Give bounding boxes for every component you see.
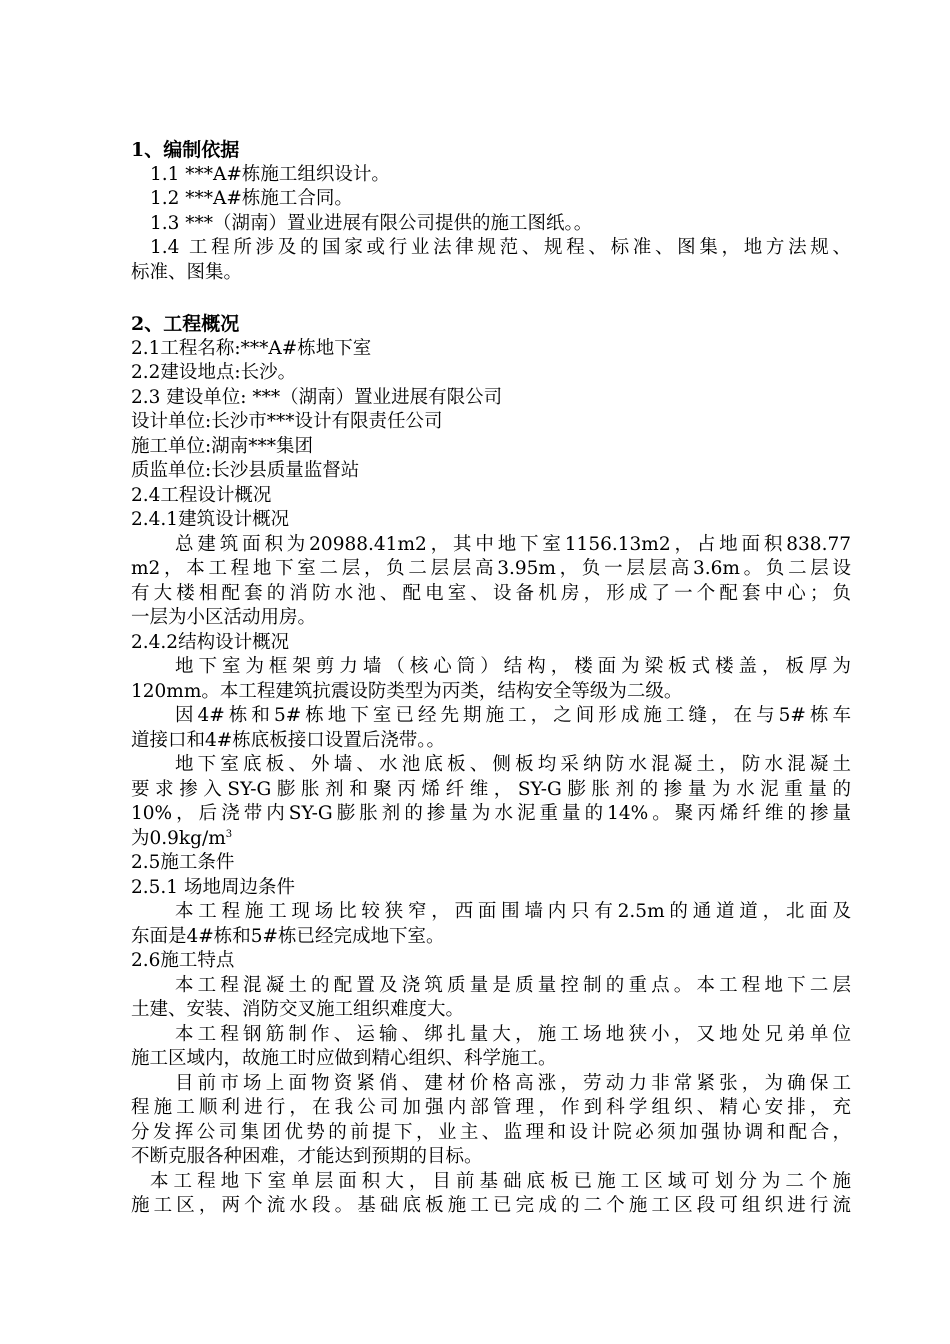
paragraph-line: 1.1 ***A#栋施工组织设计。 <box>150 163 390 185</box>
paragraph-line: 本工程混凝土的配置及浇筑质量是质量控制的重点。本工程地下二层 <box>175 974 851 996</box>
paragraph-line: 程施工顺利进行，在我公司加强内部管理，作到科学组织、精心安排，充 <box>131 1097 851 1118</box>
paragraph-line: 土建、安装、消防交叉施工组织难度大。 <box>131 999 465 1020</box>
paragraph-line: 本工程施工现场比较狭窄，西面围墙内只有2.5m的通道道，北面及 <box>175 901 851 922</box>
paragraph-line: 1.4 工程所涉及的国家或行业法律规范、规程、标准、图集，地方法规、 <box>150 237 851 258</box>
paragraph-line: 目前市场上面物资紧俏、建材价格高涨，劳动力非常紧张，为确保工 <box>175 1072 851 1094</box>
paragraph-line: 2.5施工条件 <box>131 852 235 873</box>
paragraph-line: 2.6施工特点 <box>131 950 235 971</box>
paragraph-line: 1.3 ***（湖南）置业进展有限公司提供的施工图纸。。 <box>150 212 593 234</box>
paragraph-line <box>131 827 851 852</box>
paragraph-line: 有大楼相配套的消防水池、配电室、设备机房，形成了一个配套中心；负 <box>131 582 851 604</box>
paragraph-line: 因4#栋和5#栋地下室已经先期施工，之间形成施工缝，在与5#栋车 <box>175 705 851 726</box>
paragraph-line: 10%，后浇带内SY-G膨胀剂的掺量为水泥重量的14%。聚丙烯纤维的掺量 <box>131 803 851 824</box>
paragraph-line: 分发挥公司集团优势的前提下，业主、监理和设计院必须加强协调和配合， <box>131 1121 851 1143</box>
paragraph-line: 2.4工程设计概况 <box>131 484 272 506</box>
paragraph-line: m2，本工程地下室二层，负二层层高3.95m，负一层层高3.6m。负二层设 <box>131 558 851 579</box>
paragraph-line: 本工程钢筋制作、运输、绑扎量大，施工场地狭小，又地处兄弟单位 <box>175 1023 851 1045</box>
paragraph-line: 2.5.1 场地周边条件 <box>131 876 295 898</box>
paragraph-line: 2.2建设地点:长沙。 <box>131 362 297 383</box>
paragraph-line: 地下室为框架剪力墙（核心筒）结构，楼面为梁板式楼盖，板厚为 <box>175 656 851 677</box>
paragraph-line: 施工区，两个流水段。基础底板施工已完成的二个施工区段可组织进行流 <box>131 1195 851 1216</box>
paragraph-line: 不断克服各种困难，才能达到预期的目标。 <box>131 1146 483 1167</box>
paragraph-line: 施工单位:湖南***集团 <box>131 435 313 457</box>
paragraph-line: 2.1工程名称:***A#栋地下室 <box>131 337 372 359</box>
section-gap <box>131 285 851 312</box>
paragraph-line: 设计单位:长沙市***设计有限责任公司 <box>131 411 443 432</box>
paragraph-line: 2.4.1建筑设计概况 <box>131 509 290 530</box>
paragraph-line: 2.4.2结构设计概况 <box>131 631 290 653</box>
paragraph-line: 要求掺入SY-G膨胀剂和聚丙烯纤维，SY-G膨胀剂的掺量为水泥重量的 <box>131 778 851 800</box>
unit-text: 为0.9kg/m <box>131 827 226 849</box>
paragraph-line: 一层为小区活动用房。 <box>131 607 317 628</box>
unit-superscript: 3 <box>225 828 233 840</box>
document-page <box>131 138 851 1219</box>
paragraph-line: 本工程地下室单层面积大，目前基础底板已施工区域可划分为二个施 <box>150 1170 851 1192</box>
paragraph-line: 120mm。本工程建筑抗震设防类型为丙类，结构安全等级为二级。 <box>131 680 683 702</box>
paragraph-line: 质监单位:长沙县质量监督站 <box>131 460 360 481</box>
section-heading-overview: 2、工程概况 <box>131 313 240 335</box>
paragraph-line: 地下室底板、外墙、水池底板、侧板均采纳防水混凝土，防水混凝土 <box>175 754 851 775</box>
paragraph-line: 总建筑面积为20988.41m2，其中地下室1156.13m2，占地面积838.77 <box>175 533 851 555</box>
paragraph-line: 2.3 建设单位: ***（湖南）置业进展有限公司 <box>131 386 503 408</box>
paragraph-line: 东面是4#栋和5#栋已经完成地下室。 <box>131 925 445 947</box>
paragraph-line: 施工区域内，故施工时应做到精心组织、科学施工。 <box>131 1048 557 1069</box>
paragraph-line: 标准、图集。 <box>131 261 243 283</box>
paragraph-line: 1.2 ***A#栋施工合同。 <box>150 188 353 209</box>
paragraph-line: 道接口和4#栋底板接口设置后浇带。。 <box>131 729 446 751</box>
section-heading-basis: 1、编制依据 <box>131 139 240 161</box>
